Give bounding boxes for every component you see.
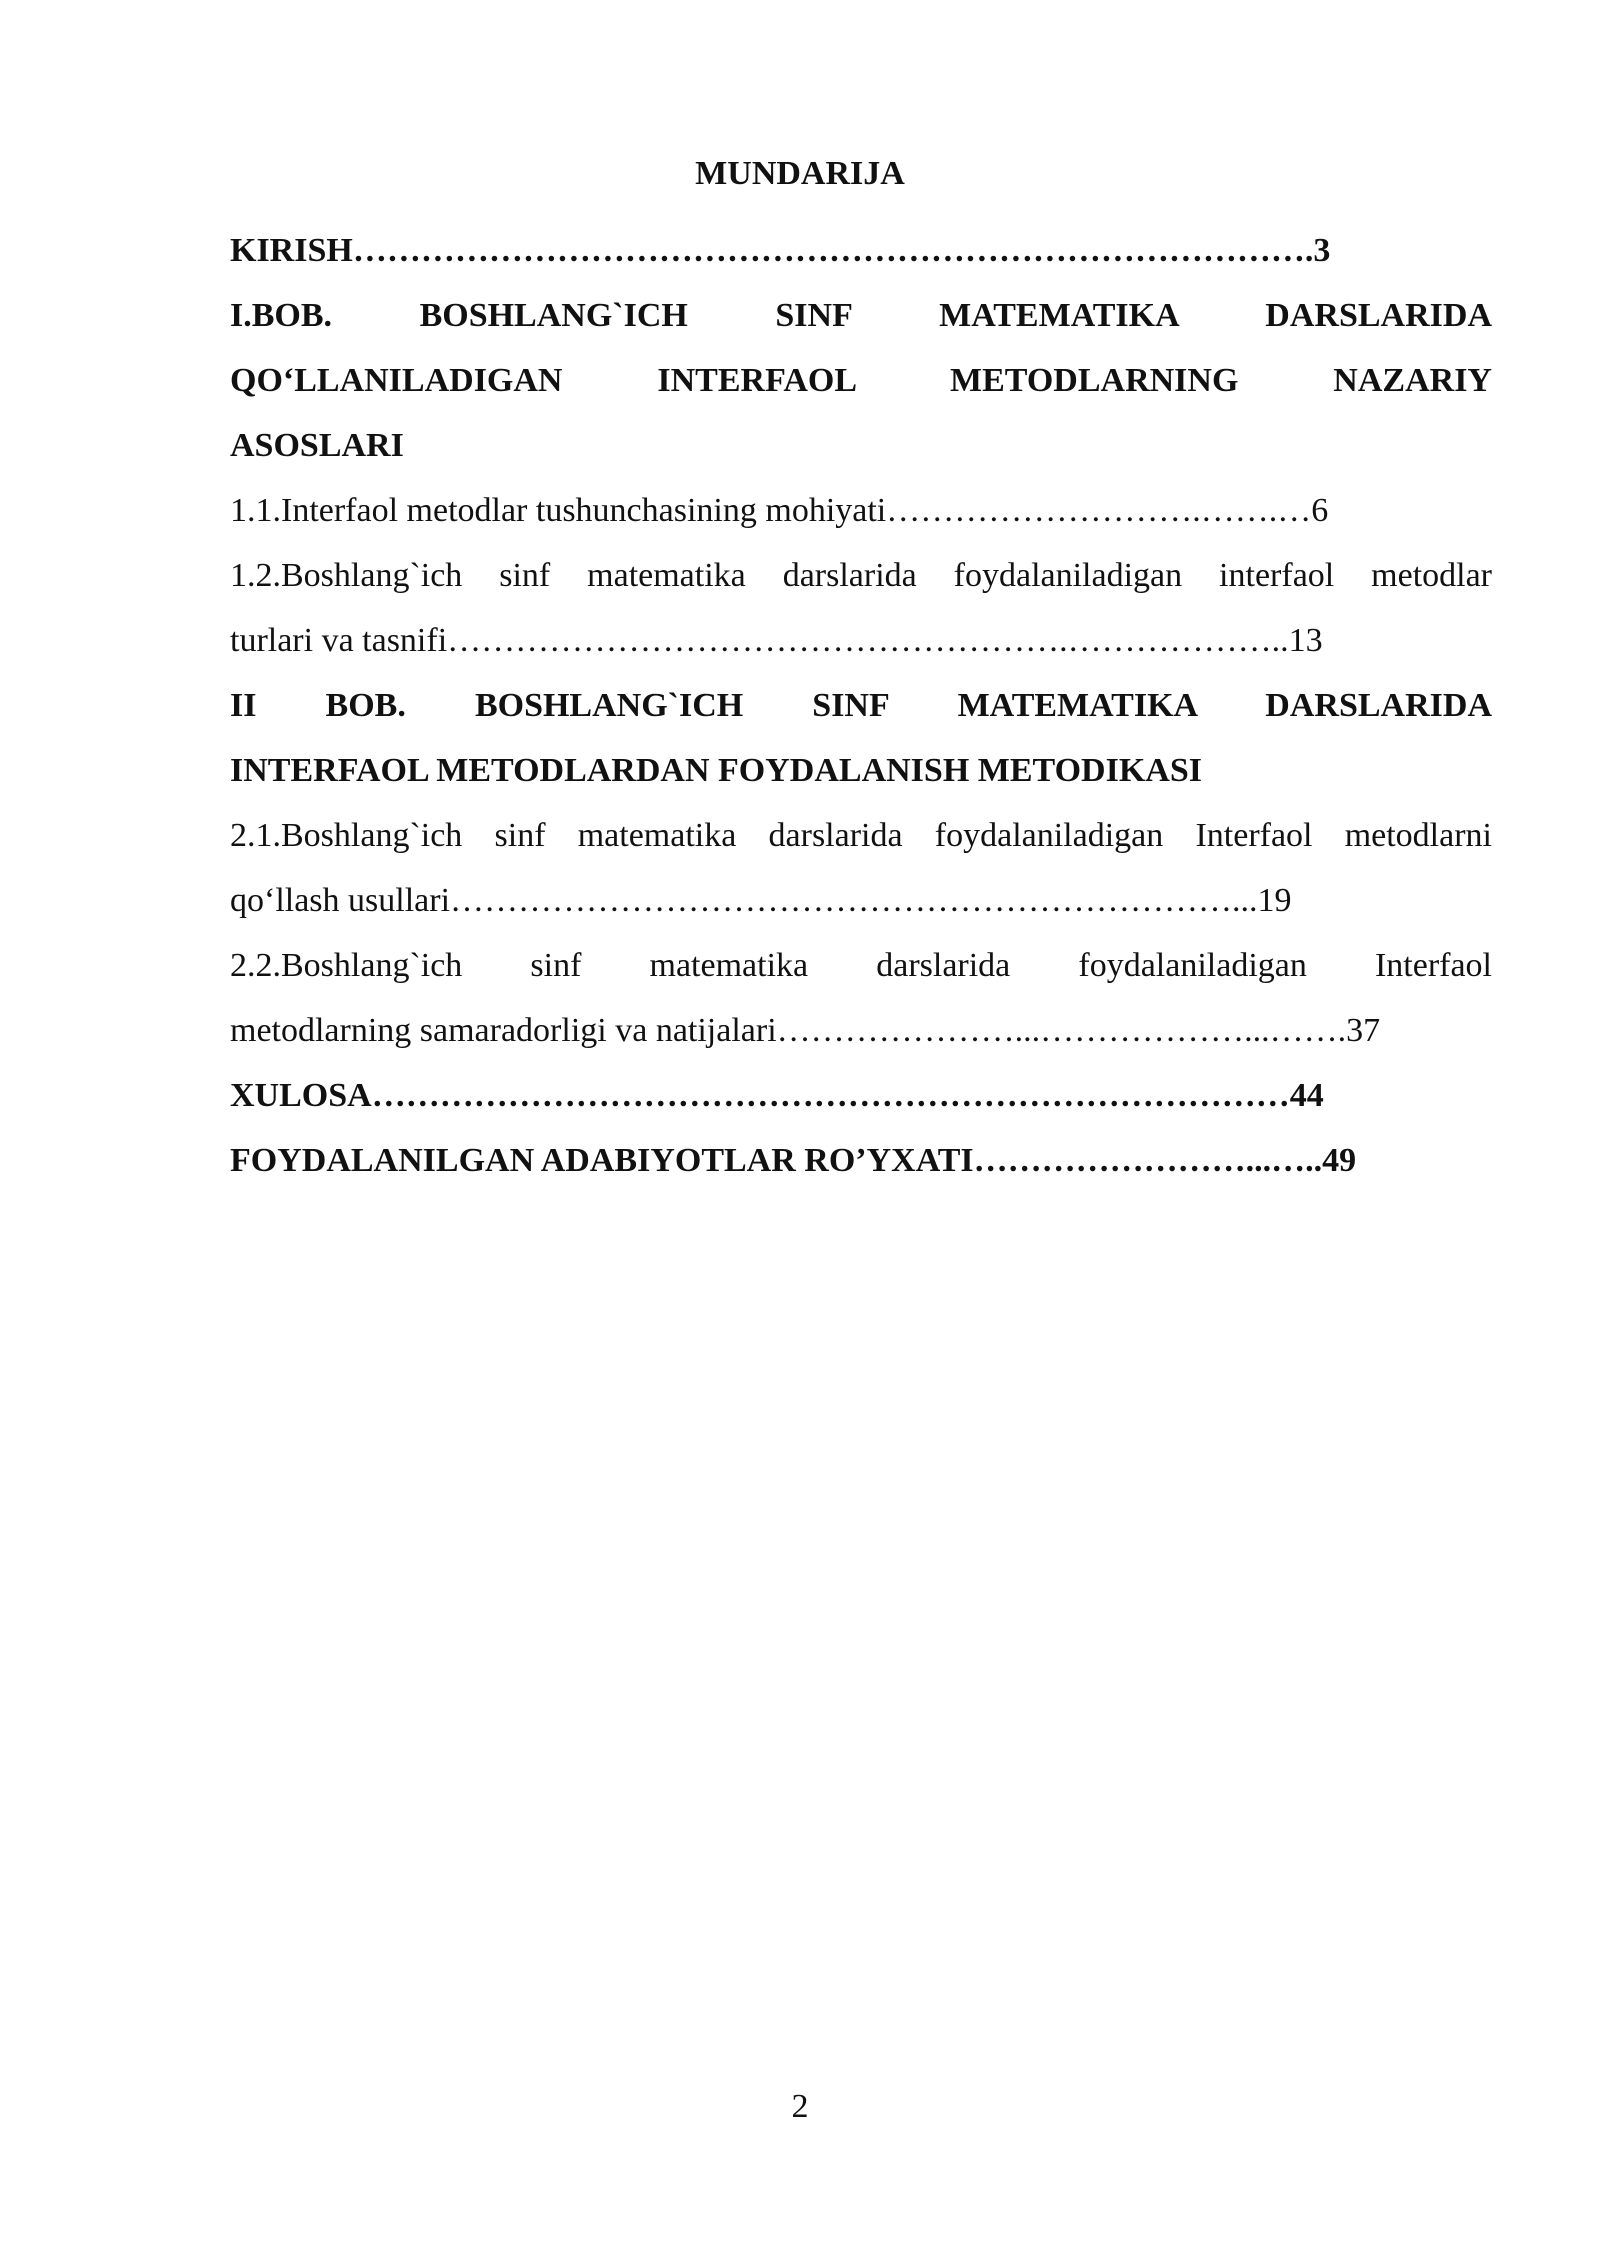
toc-section-2-2-line-1: 2.2.Boshlang`ich sinf matematika darslarida foydalaniladigan Interfaol bbox=[230, 947, 1492, 984]
table-of-contents bbox=[230, 218, 1492, 1193]
toc-section-1-1: 1.1.Interfaol metodlar tushunchasining mohiyati……………………….…….…6 bbox=[230, 492, 1329, 529]
toc-chapter-1-line-1: I.BOB. BOSHLANG`ICH SINF MATEMATIKA DARSLARIDA bbox=[230, 297, 1492, 334]
toc-section-2-1-line-2: qo‘llash usullari……………………………………………………………...19 bbox=[230, 882, 1292, 919]
toc-section-2-2-line-2: metodlarning samaradorligi va natijalari…………………...………………...…….37 bbox=[230, 1012, 1381, 1049]
page-title: MUNDARIJA bbox=[695, 155, 905, 192]
toc-entry-adabiyotlar: FOYDALANILGAN ADABIYOTLAR RO’YXATI……………………...…..49 bbox=[230, 1142, 1357, 1179]
page-number: 2 bbox=[791, 2088, 809, 2125]
toc-chapter-1-line-3: ASOSLARI bbox=[230, 427, 404, 464]
toc-chapter-2-line-1: II BOB. BOSHLANG`ICH SINF MATEMATIKA DARSLARIDA bbox=[230, 687, 1492, 724]
toc-section-2-1-line-1: 2.1.Boshlang`ich sinf matematika darslarida foydalaniladigan Interfaol metodlarni bbox=[230, 817, 1492, 854]
toc-section-1-2-line-1: 1.2.Boshlang`ich sinf matematika darslarida foydalaniladigan interfaol metodlar bbox=[230, 557, 1492, 594]
toc-chapter-2-line-2: INTERFAOL METODLARDAN FOYDALANISH METODIKASI bbox=[230, 752, 1202, 789]
toc-section-1-2-line-2: turlari va tasnifi……………………………………………….………………..13 bbox=[230, 622, 1323, 659]
toc-entry-kirish: KIRISH………………………………………………………………………….3 bbox=[230, 232, 1331, 269]
toc-chapter-1-line-2: QO‘LLANILADIGAN INTERFAOL METODLARNING NAZARIY bbox=[230, 362, 1492, 399]
toc-entry-xulosa: XULOSA………………………………………………………………………44 bbox=[230, 1077, 1324, 1114]
